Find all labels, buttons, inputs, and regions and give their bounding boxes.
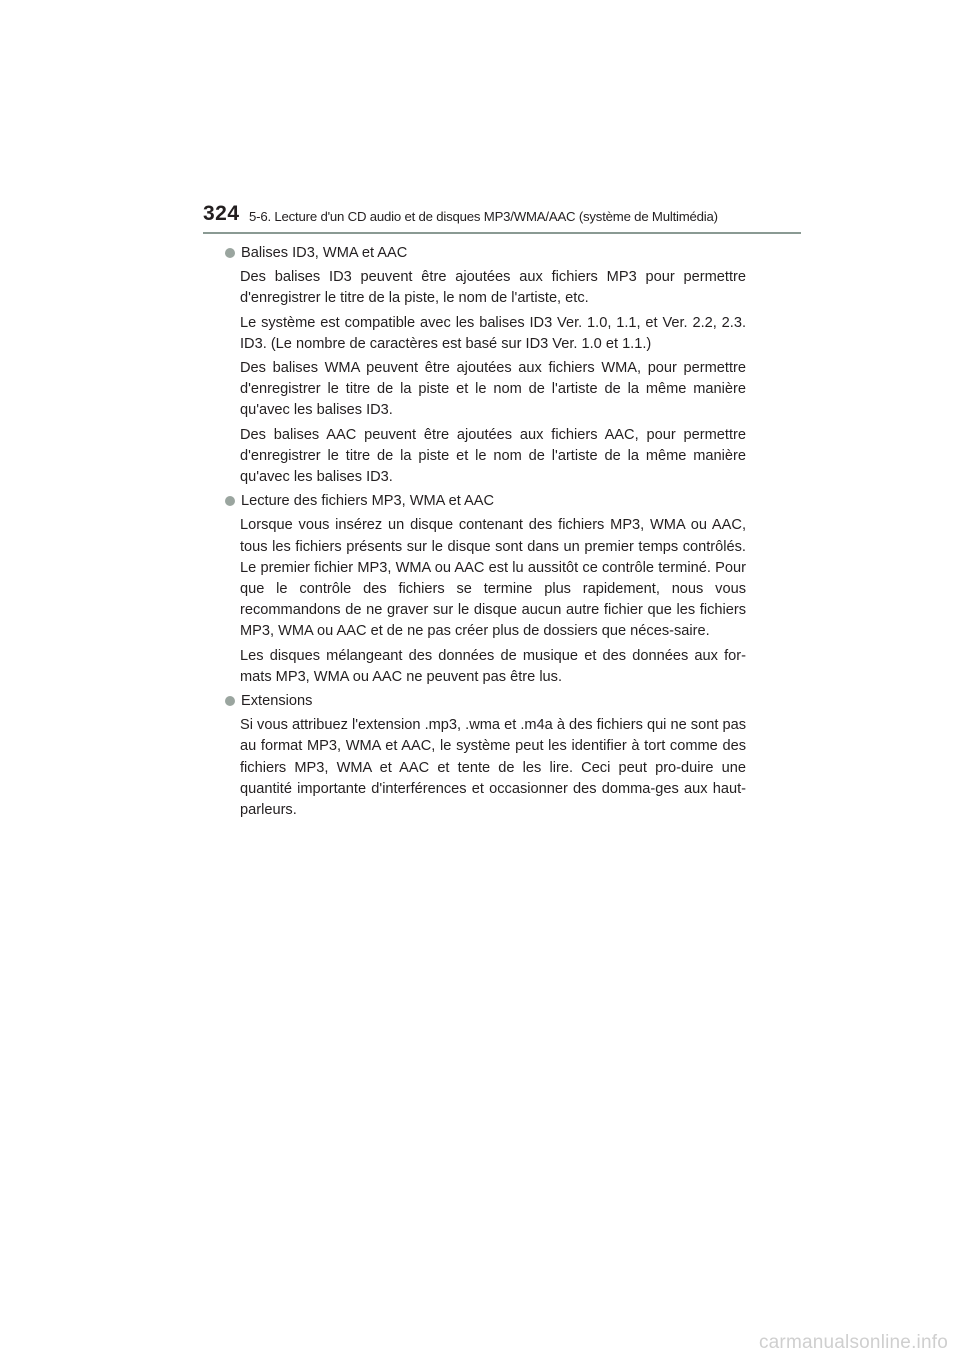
bullet-heading-text: Lecture des fichiers MP3, WMA et AAC <box>241 493 495 510</box>
paragraph: Des balises AAC peuvent être ajoutées aux fichiers AAC, pour permettre d'enregistrer le titre de la piste et le nom de l'artiste de la même manière qu'avec les balises ID3. <box>240 426 746 486</box>
bullet-section-id3-tags <box>225 243 746 488</box>
paragraph: Des balises ID3 peuvent être ajoutées aux fichiers MP3 pour permettre d'enregistrer le titre de la piste, le nom de l'artiste, etc. <box>240 269 746 307</box>
bullet-heading-text: Balises ID3, WMA et AAC <box>241 245 408 261</box>
page-number: 324 <box>203 202 240 225</box>
bullet-heading <box>225 691 746 712</box>
watermark: carmanualsonline.info <box>758 1332 948 1353</box>
paragraph: Les disques mélangeant des données de musique et des données aux for-mats MP3, WMA ou AAC ne peuvent pas être lus. <box>240 647 746 685</box>
paragraph: Des balises WMA peuvent être ajoutées aux fichiers WMA, pour permettre d'enregistrer le titre de la piste et le nom de l'artiste de la même manière qu'avec les balises ID3. <box>240 360 746 419</box>
section-title: 5-6. Lecture d'un CD audio et de disques MP3/WMA/AAC (système de Multimédia) <box>249 209 718 224</box>
bullet-heading-text: Extensions <box>241 693 313 710</box>
bullet-heading <box>225 243 746 264</box>
header-divider <box>203 232 801 234</box>
bullet-dot-icon <box>225 496 235 506</box>
paragraph: Le système est compatible avec les balises ID3 Ver. 1.0, 1.1, et Ver. 2.2, 2.3. ID3. (Le nombre de caractères est basé sur ID3 Ver. 1.0 et 1.1.) <box>240 314 746 352</box>
bullet-section-extensions <box>225 691 746 821</box>
bullet-section-file-playback <box>225 491 746 688</box>
page-header <box>203 202 801 236</box>
bullet-heading <box>225 491 746 512</box>
page-content <box>225 243 746 824</box>
bullet-dot-icon <box>225 696 235 706</box>
bullet-dot-icon <box>225 248 235 258</box>
paragraph: Lorsque vous insérez un disque contenant des fichiers MP3, WMA ou AAC, tous les fichiers présents sur le disque sont dans un premier temps contrôlés. Le premier fichier MP3, WMA ou AAC est lu aussitôt ce contrôle terminé. Pour que le contrôle des fichiers se termine plus rapidement, nous vous recommandons de ne graver sur le disque aucun autre fichier que les fichiers MP3, WMA ou AAC et de ne pas créer plus de dossiers que néces-saire. <box>240 517 746 640</box>
paragraph: Si vous attribuez l'extension .mp3, .wma et .m4a à des fichiers qui ne sont pas au format MP3, WMA et AAC, le système peut les identifier à tort comme des fichiers MP3, WMA et AAC et tente de les lire. Ceci peut pro-duire une quantité importante d'interférences et occasionner des domma-ges aux haut-parleurs. <box>240 717 746 819</box>
